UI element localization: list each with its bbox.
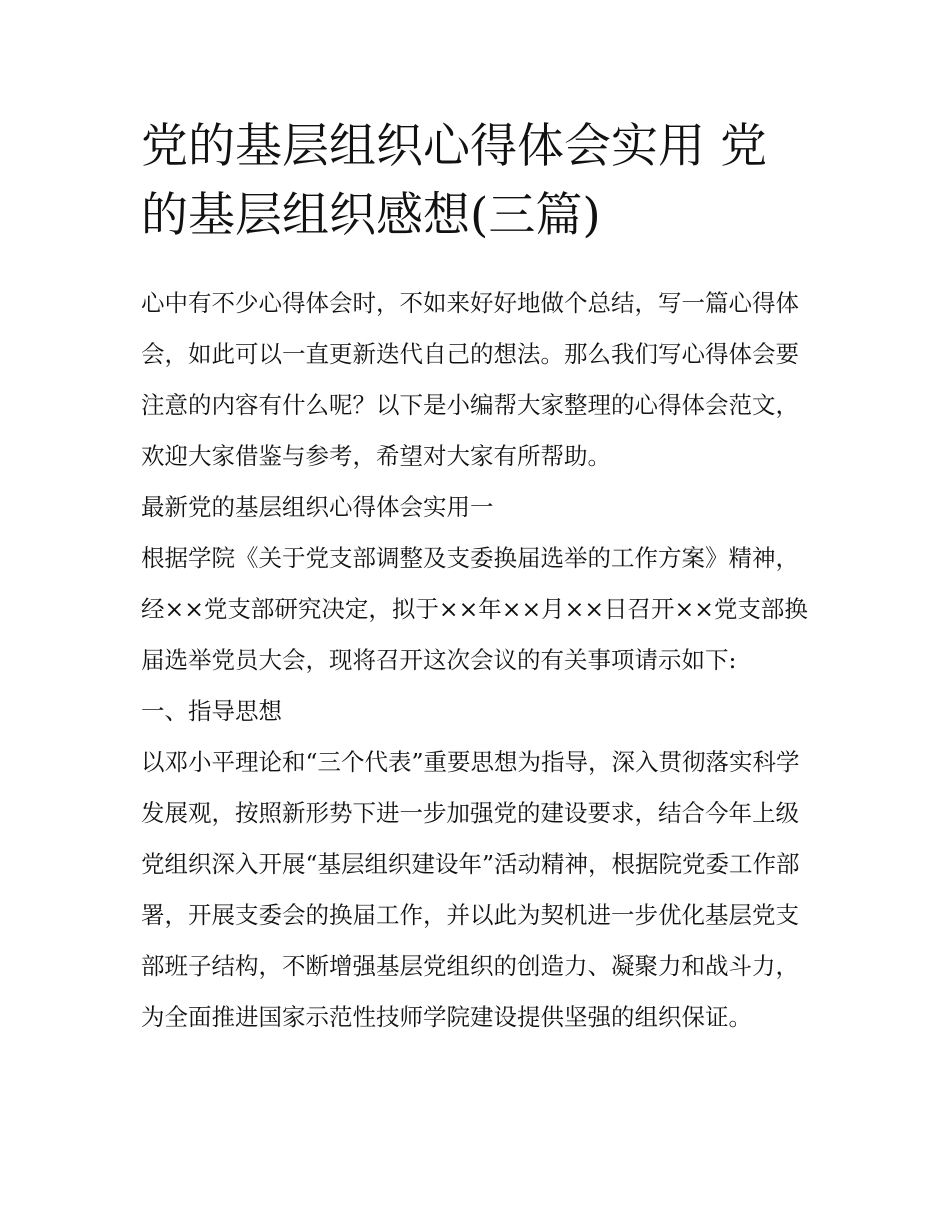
subsection-heading: 一、指导思想 xyxy=(141,697,282,725)
section-heading: 最新党的基层组织心得体会实用一 xyxy=(141,493,494,521)
body-paragraph: 以邓小平理论和“三个代表”重要思想为指导，深入贯彻落实科学发展观，按照新形势下进一步加强党的建设要求，结合今年上级党组织深入开展“基层组织建设年”活动精神，根据院党委工作部署，开展支委会的换届工作，并以此为契机进一步优化基层党支部班子结构，不断增强基层党组织的创造力、凝聚力和战斗力，为全面推进国家示范性技师学院建设提供坚强的组织保证。 xyxy=(141,748,800,1031)
intro-paragraph: 心中有不少心得体会时，不如来好好地做个总结，写一篇心得体会，如此可以一直更新迭代自己的想法。那么我们写心得体会要注意的内容有什么呢？以下是小编帮大家整理的心得体会范文，欢迎大家借鉴与参考，希望对大家有所帮助。 xyxy=(141,289,799,470)
document-body xyxy=(141,112,813,1043)
document-title: 党的基层组织心得体会实用 党的基层组织感想(三篇) xyxy=(141,119,767,243)
body-paragraph: 根据学院《关于党支部调整及支委换届选举的工作方案》精神，经××党支部研究决定，拟于××年××月××日召开××党支部换届选举党员大会，现将召开这次会议的有关事项请示如下: xyxy=(141,544,808,674)
